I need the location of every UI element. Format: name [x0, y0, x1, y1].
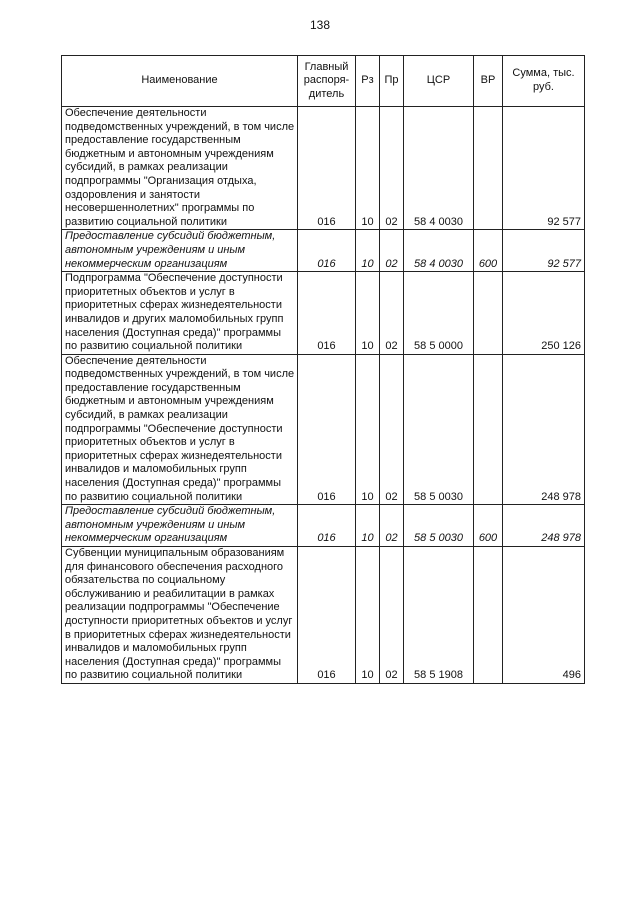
row-pr: 02 — [380, 505, 404, 547]
row-sum: 92 577 — [503, 107, 585, 230]
header-pr: Пр — [380, 56, 404, 107]
row-vr: 600 — [474, 230, 503, 272]
table-row — [62, 547, 585, 684]
table-row — [62, 505, 585, 547]
row-vr — [474, 547, 503, 684]
row-sum: 92 577 — [503, 230, 585, 272]
row-rz: 10 — [356, 230, 380, 272]
row-csr: 58 5 0030 — [404, 505, 474, 547]
row-pr: 02 — [380, 272, 404, 355]
row-pr: 02 — [380, 230, 404, 272]
row-manager: 016 — [298, 354, 356, 505]
row-vr: 600 — [474, 505, 503, 547]
header-rz: Рз — [356, 56, 380, 107]
row-pr: 02 — [380, 547, 404, 684]
row-sum: 248 978 — [503, 505, 585, 547]
row-pr: 02 — [380, 107, 404, 230]
row-vr — [474, 354, 503, 505]
row-pr: 02 — [380, 354, 404, 505]
table-row — [62, 107, 585, 230]
row-manager: 016 — [298, 505, 356, 547]
row-manager: 016 — [298, 230, 356, 272]
row-sum: 496 — [503, 547, 585, 684]
header-sum: Сумма, тыс. руб. — [503, 56, 585, 107]
table-header-row — [62, 56, 585, 107]
row-csr: 58 5 0000 — [404, 272, 474, 355]
row-name: Подпрограмма "Обеспечение доступности приоритетных объектов и услуг в приоритетных сферах жизнедеятельности инвалидов и других маломобильных групп населения (Доступная среда)" программы по развитию социальной политики — [62, 272, 298, 355]
row-rz: 10 — [356, 354, 380, 505]
row-sum: 248 978 — [503, 354, 585, 505]
header-csr: ЦСР — [404, 56, 474, 107]
row-manager: 016 — [298, 107, 356, 230]
row-csr: 58 4 0030 — [404, 230, 474, 272]
row-rz: 10 — [356, 505, 380, 547]
budget-table — [61, 55, 585, 684]
row-sum: 250 126 — [503, 272, 585, 355]
row-rz: 10 — [356, 107, 380, 230]
table-row — [62, 272, 585, 355]
row-rz: 10 — [356, 272, 380, 355]
table-row — [62, 230, 585, 272]
row-name: Обеспечение деятельности подведомственных учреждений, в том числе предоставление государственным бюджетным и автономным учреждениям субсидий, в рамках реализации подпрограммы "Обеспечение доступности приоритетных объектов и услуг в приоритетных сферах жизнедеятельности инвалидов и маломобильных групп населения (Доступная среда)" программы по развитию социальной политики — [62, 354, 298, 505]
row-csr: 58 5 1908 — [404, 547, 474, 684]
row-name: Предоставление субсидий бюджетным, автономным учреждениям и иным некоммерческим организациям — [62, 230, 298, 272]
header-name: Наименование — [62, 56, 298, 107]
row-name: Субвенции муниципальным образованиям для финансового обеспечения расходного обязательства по социальному обслуживанию и реабилитации в рамках реализации подпрограммы "Обеспечение доступности приоритетных объектов и услуг в приоритетных сферах жизнедеятельности инвалидов и маломобильных групп населения (Доступная среда)" программы по развитию социальной политики — [62, 547, 298, 684]
row-manager: 016 — [298, 272, 356, 355]
table-row — [62, 354, 585, 505]
row-vr — [474, 272, 503, 355]
header-vr: ВР — [474, 56, 503, 107]
row-vr — [474, 107, 503, 230]
header-manager: Главный распоря-дитель — [298, 56, 356, 107]
row-name: Обеспечение деятельности подведомственных учреждений, в том числе предоставление государственным бюджетным и автономным учреждениям субсидий, в рамках реализации подпрограммы "Организация отдыха, оздоровления и занятости несовершеннолетних" программы по развитию социальной политики — [62, 107, 298, 230]
row-name: Предоставление субсидий бюджетным, автономным учреждениям и иным некоммерческим организациям — [62, 505, 298, 547]
page-number: 138 — [309, 18, 331, 32]
row-csr: 58 5 0030 — [404, 354, 474, 505]
row-manager: 016 — [298, 547, 356, 684]
row-csr: 58 4 0030 — [404, 107, 474, 230]
row-rz: 10 — [356, 547, 380, 684]
